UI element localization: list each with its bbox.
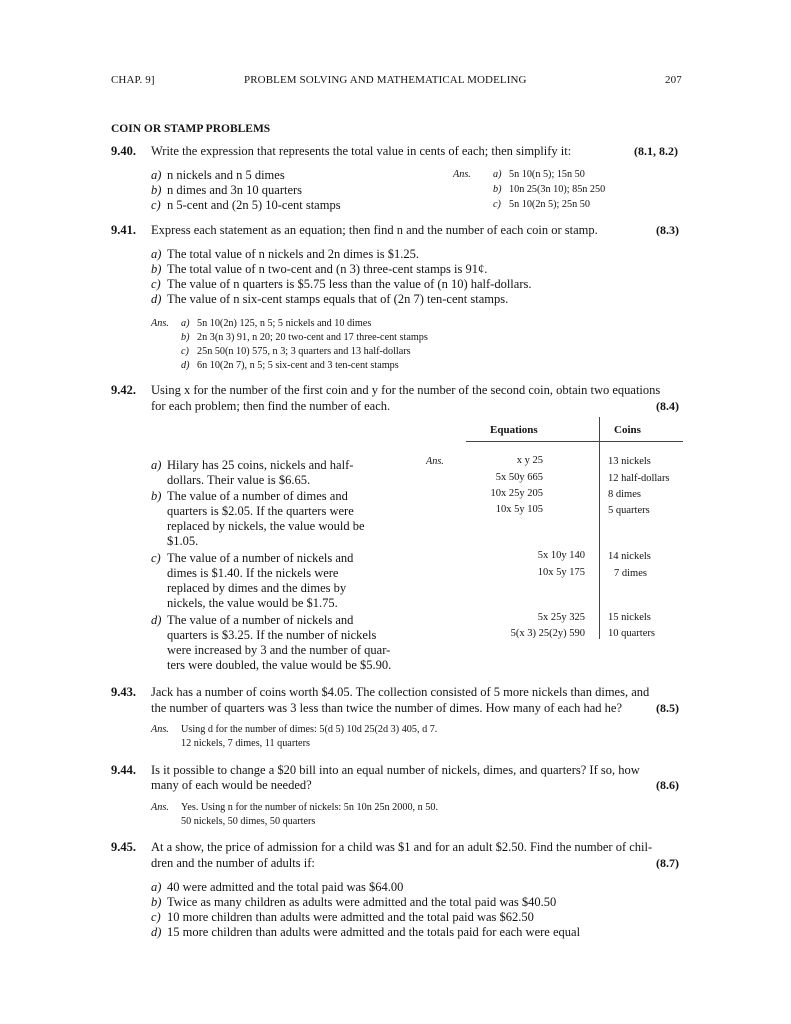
item-label: a) — [151, 880, 162, 894]
problem-reference: (8.5) — [656, 701, 679, 715]
item-label: d) — [151, 613, 162, 627]
coin-result: 7 dimes — [614, 568, 647, 579]
item-text: The value of a number of dimes and — [167, 489, 348, 503]
answer-text: 5n 10(n 5); 15n 50 — [509, 169, 585, 180]
item-text: were increased by 3 and the number of quar- — [167, 643, 391, 657]
answer-text: 6n 10(2n 7), n 5; 5 six-cent and 3 ten-cent stamps — [197, 360, 399, 371]
answer-label-item: c) — [181, 346, 189, 357]
problem-number: 9.43. — [111, 685, 136, 699]
problem-text: for each problem; then find the number of each. — [151, 399, 391, 413]
item-text: Hilary has 25 coins, nickels and half- — [167, 458, 354, 472]
answer-text: 2n 3(n 3) 91, n 20; 20 two-cent and 17 three-cent stamps — [197, 332, 428, 343]
item-text: The value of a number of nickels and — [167, 613, 354, 627]
coin-result: 10 quarters — [608, 628, 655, 639]
item-label: d) — [151, 925, 162, 939]
item-label: c) — [151, 551, 161, 565]
coin-result: 14 nickels — [608, 551, 651, 562]
answer-label-item: b) — [493, 184, 502, 195]
problem-text: Using x for the number of the first coin and y for the number of the second coin, obtain two equations — [151, 383, 661, 397]
answer-text: 5n 10(2n) 125, n 5; 5 nickels and 10 dimes — [197, 318, 372, 329]
table-column-rule — [599, 417, 600, 639]
equation: 5(x 3) 25(2y) 590 — [510, 628, 585, 639]
item-label: a) — [151, 168, 162, 182]
answer-text: 10n 25(3n 10); 85n 250 — [509, 184, 606, 195]
item-text: The total value of n two-cent and (n 3) three-cent stamps is 91¢. — [167, 262, 488, 276]
equation: 10x 25y 205 — [490, 488, 543, 499]
section-title: COIN OR STAMP PROBLEMS — [111, 123, 271, 135]
problem-number: 9.42. — [111, 383, 136, 397]
problem-text: the number of quarters was 3 less than twice the number of dimes. How many of each had he? — [151, 701, 623, 715]
problem-reference: (8.3) — [656, 223, 679, 237]
problem-text: Is it possible to change a $20 bill into an equal number of nickels, dimes, and quarters? If so, how — [151, 763, 640, 777]
item-label: b) — [151, 895, 162, 909]
problem-number: 9.40. — [111, 144, 136, 158]
item-text: dollars. Their value is $6.65. — [167, 473, 311, 487]
coin-result: 13 nickels — [608, 456, 651, 467]
item-text: 10 more children than adults were admitted and the total paid was $62.50 — [167, 910, 534, 924]
problem-number: 9.41. — [111, 223, 136, 237]
item-text: replaced by dimes and the dimes by — [167, 581, 347, 595]
problem-text: dren and the number of adults if: — [151, 856, 315, 870]
answer-label: Ans. — [151, 724, 169, 735]
item-label: d) — [151, 292, 162, 306]
answer-label: Ans. — [151, 318, 169, 329]
item-text: $1.05. — [167, 534, 199, 548]
item-text: 40 were admitted and the total paid was $64.00 — [167, 880, 404, 894]
problem-text: Express each statement as an equation; then find n and the number of each coin or stamp. — [151, 223, 598, 237]
problem-reference: (8.7) — [656, 856, 679, 870]
answer-label-item: a) — [181, 318, 190, 329]
item-text: ters were doubled, the value would be $5.90. — [167, 658, 392, 672]
item-label: c) — [151, 910, 161, 924]
equation: 5x 25y 325 — [537, 612, 585, 623]
answer-text: 25n 50(n 10) 575, n 3; 3 quarters and 13 half-dollars — [197, 346, 411, 357]
item-text: n 5-cent and (2n 5) 10-cent stamps — [167, 198, 341, 212]
item-label: a) — [151, 458, 162, 472]
problem-text: many of each would be needed? — [151, 778, 312, 792]
table-header-rule — [466, 441, 683, 442]
answer-text: 50 nickels, 50 dimes, 50 quarters — [181, 816, 316, 827]
page-number: 207 — [665, 74, 682, 86]
item-text: The value of a number of nickels and — [167, 551, 354, 565]
coin-result: 12 half-dollars — [608, 473, 670, 484]
answer-text: Yes. Using n for the number of nickels: 5n 10n 25n 2000, n 50. — [181, 802, 439, 813]
problem-number: 9.44. — [111, 763, 136, 777]
item-label: c) — [151, 198, 161, 212]
item-text: replaced by nickels, the value would be — [167, 519, 365, 533]
equations-column-header: Equations — [490, 424, 538, 436]
answer-text: Using d for the number of dimes: 5(d 5) 10d 25(2d 3) 405, d 7. — [181, 724, 438, 735]
answer-label-item: b) — [181, 332, 190, 343]
item-label: b) — [151, 262, 162, 276]
problem-number: 9.45. — [111, 840, 136, 854]
item-text: 15 more children than adults were admitted and the totals paid for each were equal — [167, 925, 581, 939]
answer-label-item: d) — [181, 360, 190, 371]
item-text: The total value of n nickels and 2n dimes is $1.25. — [167, 247, 420, 261]
item-text: dimes is $1.40. If the nickels were — [167, 566, 339, 580]
problem-reference: (8.1, 8.2) — [634, 144, 678, 158]
equation: x y 25 — [516, 455, 543, 466]
equation: 5x 50y 665 — [495, 472, 543, 483]
item-text: quarters is $2.05. If the quarters were — [167, 504, 354, 518]
item-label: b) — [151, 183, 162, 197]
answer-text: 12 nickels, 7 dimes, 11 quarters — [181, 738, 310, 749]
equation: 5x 10y 140 — [537, 550, 585, 561]
problem-text: At a show, the price of admission for a child was $1 and for an adult $2.50. Find the number of chil- — [151, 840, 653, 854]
item-text: The value of n quarters is $5.75 less than the value of (n 10) half-dollars. — [167, 277, 532, 291]
item-text: quarters is $3.25. If the number of nickels — [167, 628, 377, 642]
equation: 10x 5y 105 — [495, 504, 543, 515]
coin-result: 5 quarters — [608, 505, 650, 516]
item-label: a) — [151, 247, 162, 261]
answer-label: Ans. — [151, 802, 169, 813]
problem-text: Write the expression that represents the total value in cents of each; then simplify it: — [151, 144, 572, 158]
problem-text: Jack has a number of coins worth $4.05. The collection consisted of 5 more nickels than dimes, and — [151, 685, 650, 699]
item-text: n dimes and 3n 10 quarters — [167, 183, 303, 197]
answer-label: Ans. — [426, 456, 444, 467]
item-label: b) — [151, 489, 162, 503]
problem-reference: (8.6) — [656, 778, 679, 792]
coins-column-header: Coins — [614, 424, 641, 436]
coin-result: 8 dimes — [608, 489, 641, 500]
item-label: c) — [151, 277, 161, 291]
coin-result: 15 nickels — [608, 612, 651, 623]
answer-label-item: a) — [493, 169, 502, 180]
chapter-label: CHAP. 9] — [111, 74, 155, 86]
item-text: Twice as many children as adults were admitted and the total paid was $40.50 — [167, 895, 557, 909]
answer-label-item: c) — [493, 199, 501, 210]
problem-reference: (8.4) — [656, 399, 679, 413]
equation: 10x 5y 175 — [537, 567, 585, 578]
item-text: n nickels and n 5 dimes — [167, 168, 285, 182]
running-title: PROBLEM SOLVING AND MATHEMATICAL MODELING — [244, 74, 527, 86]
answer-label: Ans. — [453, 169, 471, 180]
item-text: nickels, the value would be $1.75. — [167, 596, 338, 610]
answer-text: 5n 10(2n 5); 25n 50 — [509, 199, 590, 210]
item-text: The value of n six-cent stamps equals that of (2n 7) ten-cent stamps. — [167, 292, 509, 306]
